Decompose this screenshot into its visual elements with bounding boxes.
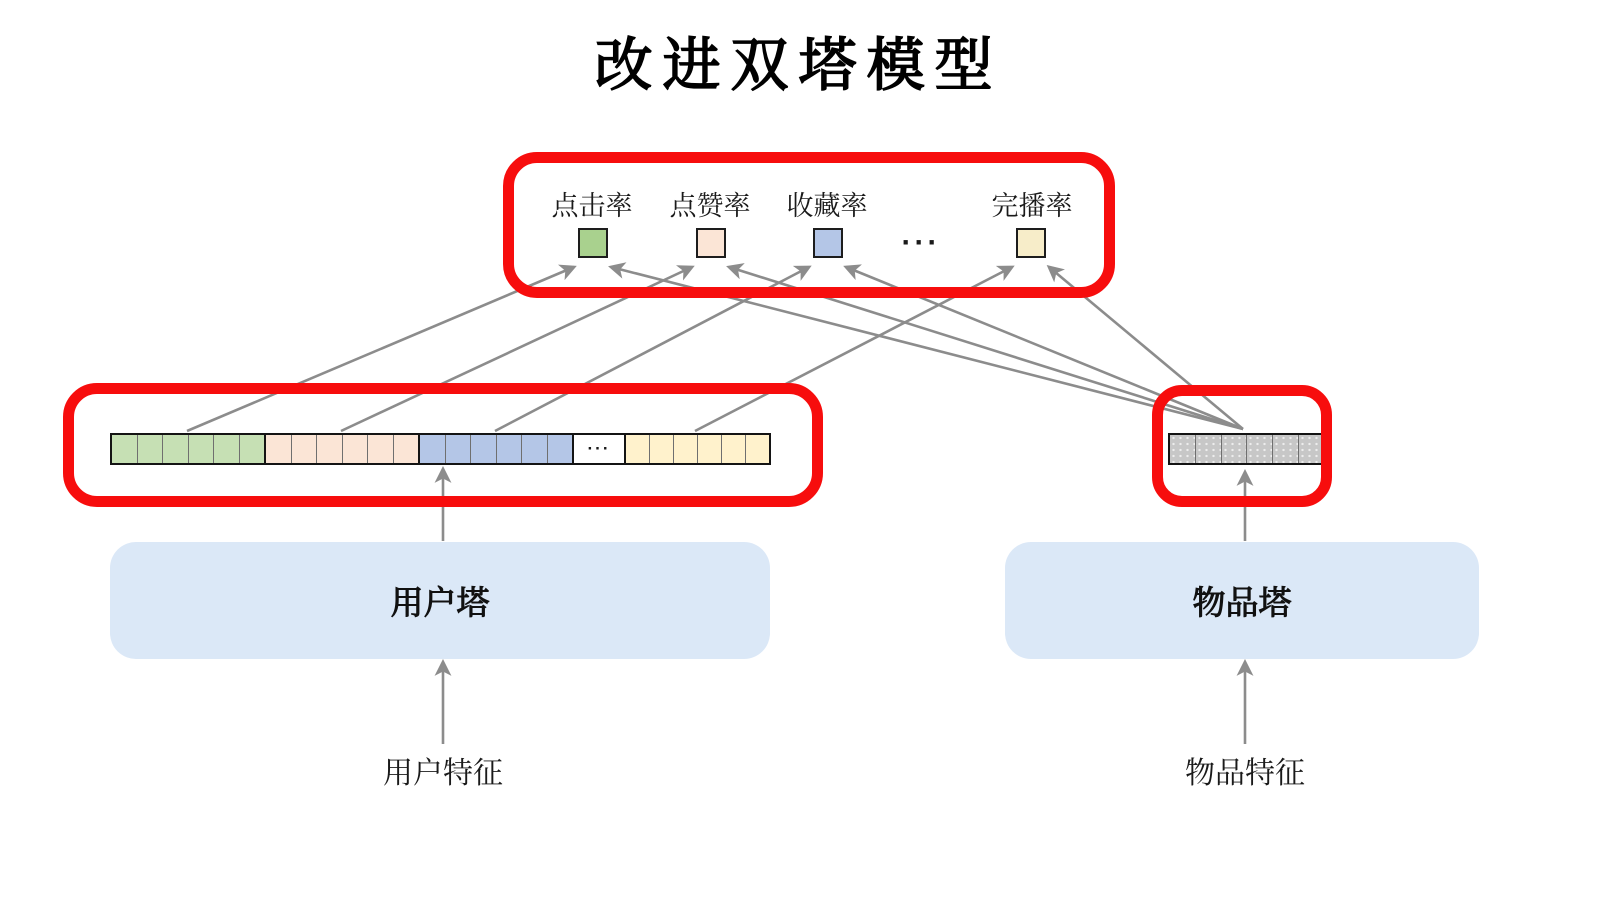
item-tower-label: 物品塔 [1192, 584, 1292, 621]
like-rate-label: 点赞率 [669, 191, 751, 221]
item-embedding-cell [1222, 435, 1248, 463]
finish-rate-square [1016, 228, 1046, 258]
user-embedding-vector [110, 433, 771, 465]
item-embedding-vector [1168, 433, 1326, 465]
like-embedding-segment [266, 435, 420, 463]
ctr-label: 点击率 [551, 191, 633, 221]
item-embedding-cell [1247, 435, 1273, 463]
arrow-item-embedding-to-favorite-rate [846, 267, 1243, 429]
favorite-embedding-cell [446, 435, 472, 463]
arrow-finish-embedding-to-finish-rate [695, 267, 1012, 431]
ctr-square [578, 228, 608, 258]
item-embedding-cell [1273, 435, 1299, 463]
click-embedding-cell [112, 435, 138, 463]
favorite-embedding-cell [471, 435, 497, 463]
like-embedding-cell [368, 435, 394, 463]
item-tower-box [1005, 542, 1479, 659]
favorite-embedding-cell [522, 435, 548, 463]
click-embedding-segment [112, 435, 266, 463]
finish-embedding-cell [650, 435, 674, 463]
finish-embedding-cell [626, 435, 650, 463]
item-embedding-cell [1299, 435, 1324, 463]
outputs-ellipsis: ··· [901, 226, 941, 259]
favorite-rate-square [813, 228, 843, 258]
click-embedding-cell [189, 435, 215, 463]
like-embedding-cell [292, 435, 318, 463]
diagram-title: 改进双塔模型 [594, 31, 1003, 99]
item-features-label: 物品特征 [1185, 757, 1305, 790]
click-embedding-cell [163, 435, 189, 463]
like-rate-square [696, 228, 726, 258]
item-embedding-cell [1170, 435, 1196, 463]
click-embedding-cell [240, 435, 265, 463]
finish-embedding-segment [626, 435, 769, 463]
click-embedding-cell [138, 435, 164, 463]
arrow-item-embedding-to-ctr [611, 267, 1243, 429]
favorite-embedding-cell [548, 435, 573, 463]
item-embedding-segment [1170, 435, 1324, 463]
user-tower-box [110, 542, 770, 659]
like-embedding-cell [317, 435, 343, 463]
like-embedding-cell [266, 435, 292, 463]
favorite-embedding-cell [420, 435, 446, 463]
favorite-rate-label: 收藏率 [786, 191, 868, 221]
user-tower-label: 用户塔 [390, 584, 490, 621]
like-embedding-cell [394, 435, 419, 463]
item-embedding-cell [1196, 435, 1222, 463]
user-features-label: 用户特征 [383, 757, 503, 790]
favorite-embedding-cell [497, 435, 523, 463]
finish-embedding-cell [698, 435, 722, 463]
arrow-favorite-embedding-to-favorite-rate [495, 267, 809, 431]
favorite-embedding-segment [420, 435, 574, 463]
click-embedding-cell [214, 435, 240, 463]
arrow-item-embedding-to-like-rate [729, 267, 1243, 429]
finish-embedding-cell [746, 435, 769, 463]
finish-rate-label: 完播率 [991, 191, 1073, 221]
finish-embedding-cell [674, 435, 698, 463]
like-embedding-cell [343, 435, 369, 463]
finish-embedding-cell [722, 435, 746, 463]
user-vector-ellipsis-cell: ··· [574, 435, 626, 463]
